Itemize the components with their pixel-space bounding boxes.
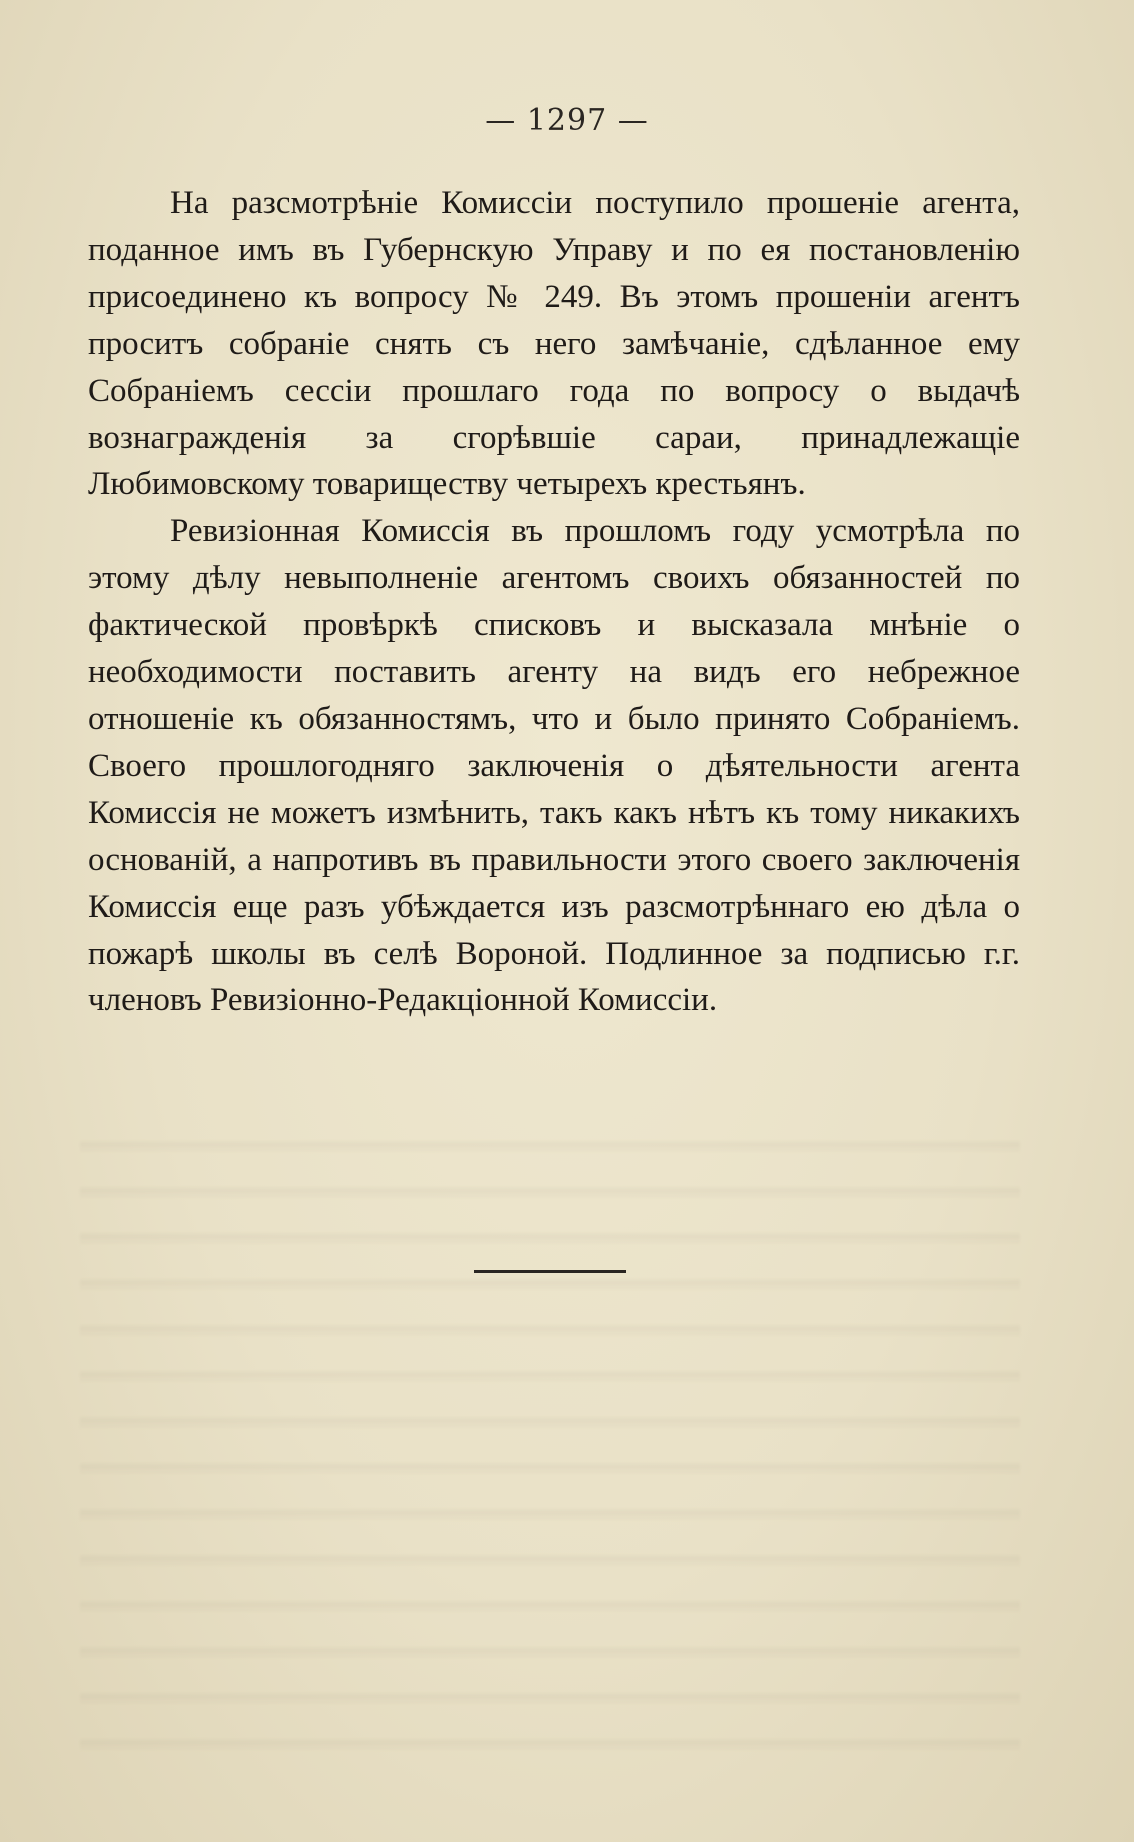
document-body xyxy=(88,180,1020,1024)
page-number: — 1297 — xyxy=(485,103,649,138)
section-divider xyxy=(474,1270,626,1273)
paragraph-1: На разсмотрѣніе Комиссіи поступило прошеніе агента, поданное имъ въ Губернскую Управу и по ея постановленію присоединено къ вопросу № 249. Въ этомъ прошеніи агентъ проситъ собраніе снять съ него замѣчаніе, сдѣланное ему Собраніемъ сессіи прошлаго года по вопросу о выдачѣ вознагражденія за сгорѣвшіе сараи, принадлежащіе Любимовскому товариществу четырехъ крестьянъ. xyxy=(88,185,1020,503)
paragraph-2: Ревизіонная Комиссія въ прошломъ году усмотрѣла по этому дѣлу невыполненіе агентомъ своихъ обязанностей по фактической провѣркѣ списковъ и высказала мнѣніе о необходимости поставить агенту на видъ его небрежное отношеніе къ обязанностямъ, что и было принято Собраніемъ. Своего прошлогодняго заключенія о дѣятельности агента Комиссія не можетъ измѣнить, такъ какъ нѣтъ къ тому никакихъ основаній, а напротивъ въ правильности этого своего заключенія Комиссія еще разъ убѣждается изъ разсмотрѣннаго ею дѣла о пожарѣ школы въ селѣ Вороной. Подлинное за подписью г.г. членовъ Ревизіонно-Редакціонной Комиссіи. xyxy=(88,513,1020,1019)
